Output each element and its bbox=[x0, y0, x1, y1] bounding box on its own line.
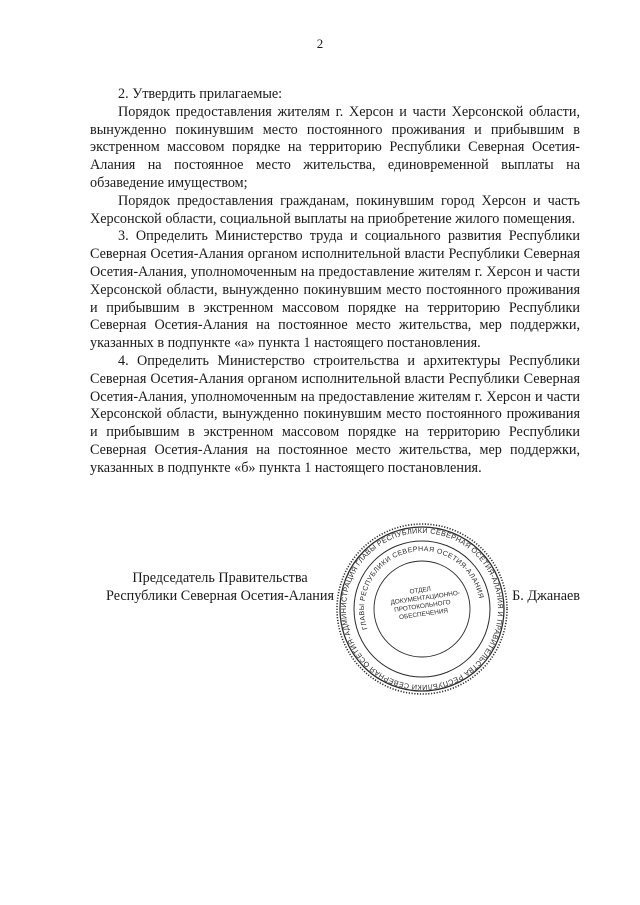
signatory-title-line-2: Республики Северная Осетия-Алания bbox=[105, 588, 334, 604]
signatory-title-line-1: Председатель Правительства bbox=[132, 570, 308, 586]
stamp-inner-text: ОТДЕЛ ДОКУМЕНТАЦИОННО-ПРОТОКОЛЬНОГО ОБЕСПЕЧЕНИЯ bbox=[390, 585, 461, 622]
paragraph-item-4: 4. Определить Министерство строительства и архитектуры Республики Северная Осетия-Алания органом исполнительной власти Республики Северная Осетия-Алания, уполномоченным на предоставление жителям г. Херсон и части Херсонской области, вынужденно покинувшим место постоянного проживания и прибывшим в экстренном массовом порядке на территорию Республики Северная Осетия-Алания на постоянное место жительства, мер поддержки, указанных в подпункте «б» пункта 1 настоящего постановления. bbox=[90, 352, 580, 476]
signatory-name: Б. Джанаев bbox=[512, 588, 580, 604]
paragraph-item-3: 3. Определить Министерство труда и социального развития Республики Северная Осетия-Алания органом исполнительной власти Республики Северная Осетия-Алания, уполномоченным на предоставление жителям г. Херсон и части Херсонской области, вынужденно покинувшим место постоянного проживания и прибывшим в экстренном массовом порядке на территорию Республики Северная Осетия-Алания на постоянное место жительства, мер поддержки, указанных в подпункте «а» пункта 1 настоящего постановления. bbox=[90, 228, 580, 352]
paragraph-item-2: 2. Утвердить прилагаемые: bbox=[118, 86, 283, 102]
paragraph-order-property-payment: Порядок предоставления жителям г. Херсон и части Херсонской области, вынужденно покинувшим место постоянного проживания и прибывшим в экстренном массовом порядке на территорию Республики Северная Осетия-Алания на постоянное место жительства, единовременной выплаты на обзаведение имуществом; bbox=[90, 103, 580, 191]
stamp-outer-text: АДМИНИСТРАЦИЯ ГЛАВЫ РЕСПУБЛИКИ СЕВЕРНАЯ ОСЕТИЯ-АЛАНИЯ И ПРАВИТЕЛЬСТВА РЕСПУБЛИКИ СЕВЕРНАЯ ОСЕТИЯ-АЛАНИЯ bbox=[338, 525, 506, 693]
page-number: 2 bbox=[316, 36, 324, 51]
stamp-middle-text: ГЛАВЫ РЕСПУБЛИКИ СЕВЕРНАЯ ОСЕТИЯ-АЛАНИЯ bbox=[358, 545, 485, 631]
document-body bbox=[90, 86, 580, 478]
paragraph-order-housing-payment: Порядок предоставления гражданам, покинувшим город Херсон и часть Херсонской области, социальной выплаты на приобретение жилого помещения. bbox=[90, 192, 580, 227]
official-stamp bbox=[334, 521, 510, 697]
signatory-title bbox=[90, 569, 350, 605]
